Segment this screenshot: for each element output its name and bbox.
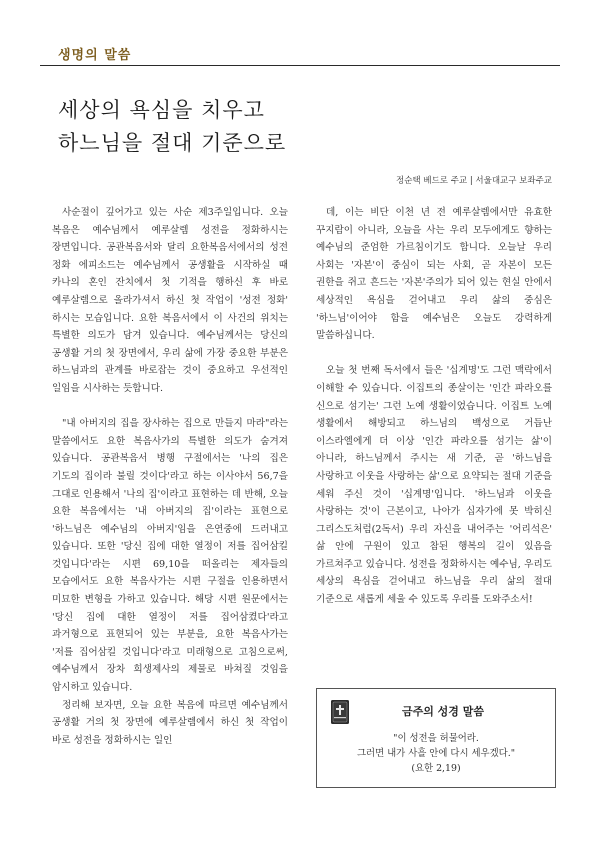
section-label: 생명의 말씀 [58, 48, 132, 63]
paragraph: 정리해 보자면, 오늘 요한 복음에 따르면 예수님께서 공생활 거의 첫 장면에 예루살렘에서 하신 첫 작업이 바로 성전을 정화하시는 일인 [52, 699, 288, 746]
left-column [52, 204, 288, 804]
title-line-2: 하느님을 절대 기준으로 [58, 131, 287, 155]
verse-text [325, 731, 547, 776]
paragraph: 사순절이 깊어가고 있는 사순 제3주일입니다. 오늘 복음은 예수님께서 예루살렘 성전을 정화하시는 장면입니다. 공관복음서와 달리 요한복음서에서의 성전 정화 에피소드는 예수님께서 공생활을 시작하실 때 카나의 혼인 잔치에서 첫 기적을 행하신 후 바로 예루살렘으로 올라가셔서 하신 첫 작업이 '성전 정화' 하시는 모습입니다. 요한 복음서에서 이 사건의 위치는 특별한 의도가 담겨 있습니다. 예수님께서는 당신의 공생활 거의 첫 장면에서, 우리 삶에 가장 중요한 부분은 하느님과의 관계를 바로잡는 것이 중요하고 우선적인 일임을 시사하는 듯합니다. [52, 207, 288, 394]
verse-line-2: 그러면 내가 사흘 안에 다시 세우겠다." [356, 748, 516, 759]
verse-citation: (요한 2,19) [411, 763, 461, 774]
weekly-verse-box [316, 688, 556, 788]
author-byline: 정순택 베드로 주교 | 서울대교구 보좌주교 [396, 176, 552, 186]
section-divider [40, 65, 560, 66]
article-title [58, 94, 538, 160]
title-line-1: 세상의 욕심을 치우고 [58, 98, 265, 122]
paragraph: "내 아버지의 집을 장사하는 집으로 만들지 마라"라는 말씀에서도 요한 복음사가의 특별한 의도가 숨겨져 있습니다. 공관복음서 병행 구절에서는 '나의 집은 기도의 집이라 불릴 것이다'라고 하는 이사야서 56,7을 그대로 인용해서 '나의 집'이라고 표현하는 데 반해, 오늘 요한 복음에서는 '내 아버지의 집'이라는 표현으로 '하느님은 예수님의 아버지'임을 은연중에 드러내고 있습니다. 또한 '당신 집에 대한 열정이 저를 집어삼킬 것입니다'라는 시편 69,10을 떠올리는 제자들의 모습에서도 요한 복음사가는 시편 구절을 인용하면서 미묘한 변형을 가하고 있습니다. 해당 시편 원문에서는 '당신 집에 대한 열정이 저를 집어삼켰다'라고 과거형으로 표현되어 있는 부분을, 요한 복음사가는 '저를 집어삼킬 것입니다'라고 미래형으로 고침으로써, 예수님께서 장차 희생제사의 제물로 바쳐질 것임을 암시하고 있습니다. [52, 418, 288, 694]
verse-box-heading: 금주의 성경 말씀 [401, 705, 485, 718]
verse-line-1: "이 성전을 허물어라. [393, 733, 479, 744]
paragraph: 오늘 첫 번째 독서에서 들은 '십계명'도 그런 맥락에서 이해할 수 있습니다. 이집트의 종살이는 '인간 파라오를 신으로 섬기는' 그런 노예 생활이었습니다. 이집트 노예 생활에서 해방되고 하느님의 백성으로 거듭난 이스라엘에게 더 이상 '인간 파라오를 섬기는 삶'이 아니라, 하느님께서 주시는 새 기준, 곧 '하느님을 사랑하고 이웃을 사랑하는 삶'으로 요약되는 절대 기준을 세워 주신 것이 '십계명'입니다. '하느님과 이웃을 사랑하는 것'이 근본이고, 나아가 십자가에 못 박히신 그리스도처럼(2독서) 우리 자신을 내어주는 '어리석은' 삶 안에 구원이 있고 참된 행복의 길이 있음을 가르쳐주고 있습니다. 성전을 정화하시는 예수님, 우리도 세상의 욕심을 걷어내고 하느님을 우리 삶의 절대 기준으로 새롭게 세울 수 있도록 우리를 도와주소서! [316, 365, 552, 606]
paragraph: 데, 이는 비단 이천 년 전 예루살렘에서만 유효한 꾸지람이 아니라, 오늘을 사는 우리 모두에게도 향하는 예수님의 준엄한 가르침이기도 합니다. 오늘날 우리 사회는 '자본'이 중심이 되는 사회, 곧 자본이 모든 권한을 쥐고 흔드는 '자본'주의가 되어 있는 현실 안에서 세상적인 욕심을 걷어내고 우리 삶의 중심은 '하느님'이어야 함을 예수님은 오늘도 강력하게 말씀하십니다. [316, 207, 552, 342]
right-column [316, 204, 552, 609]
